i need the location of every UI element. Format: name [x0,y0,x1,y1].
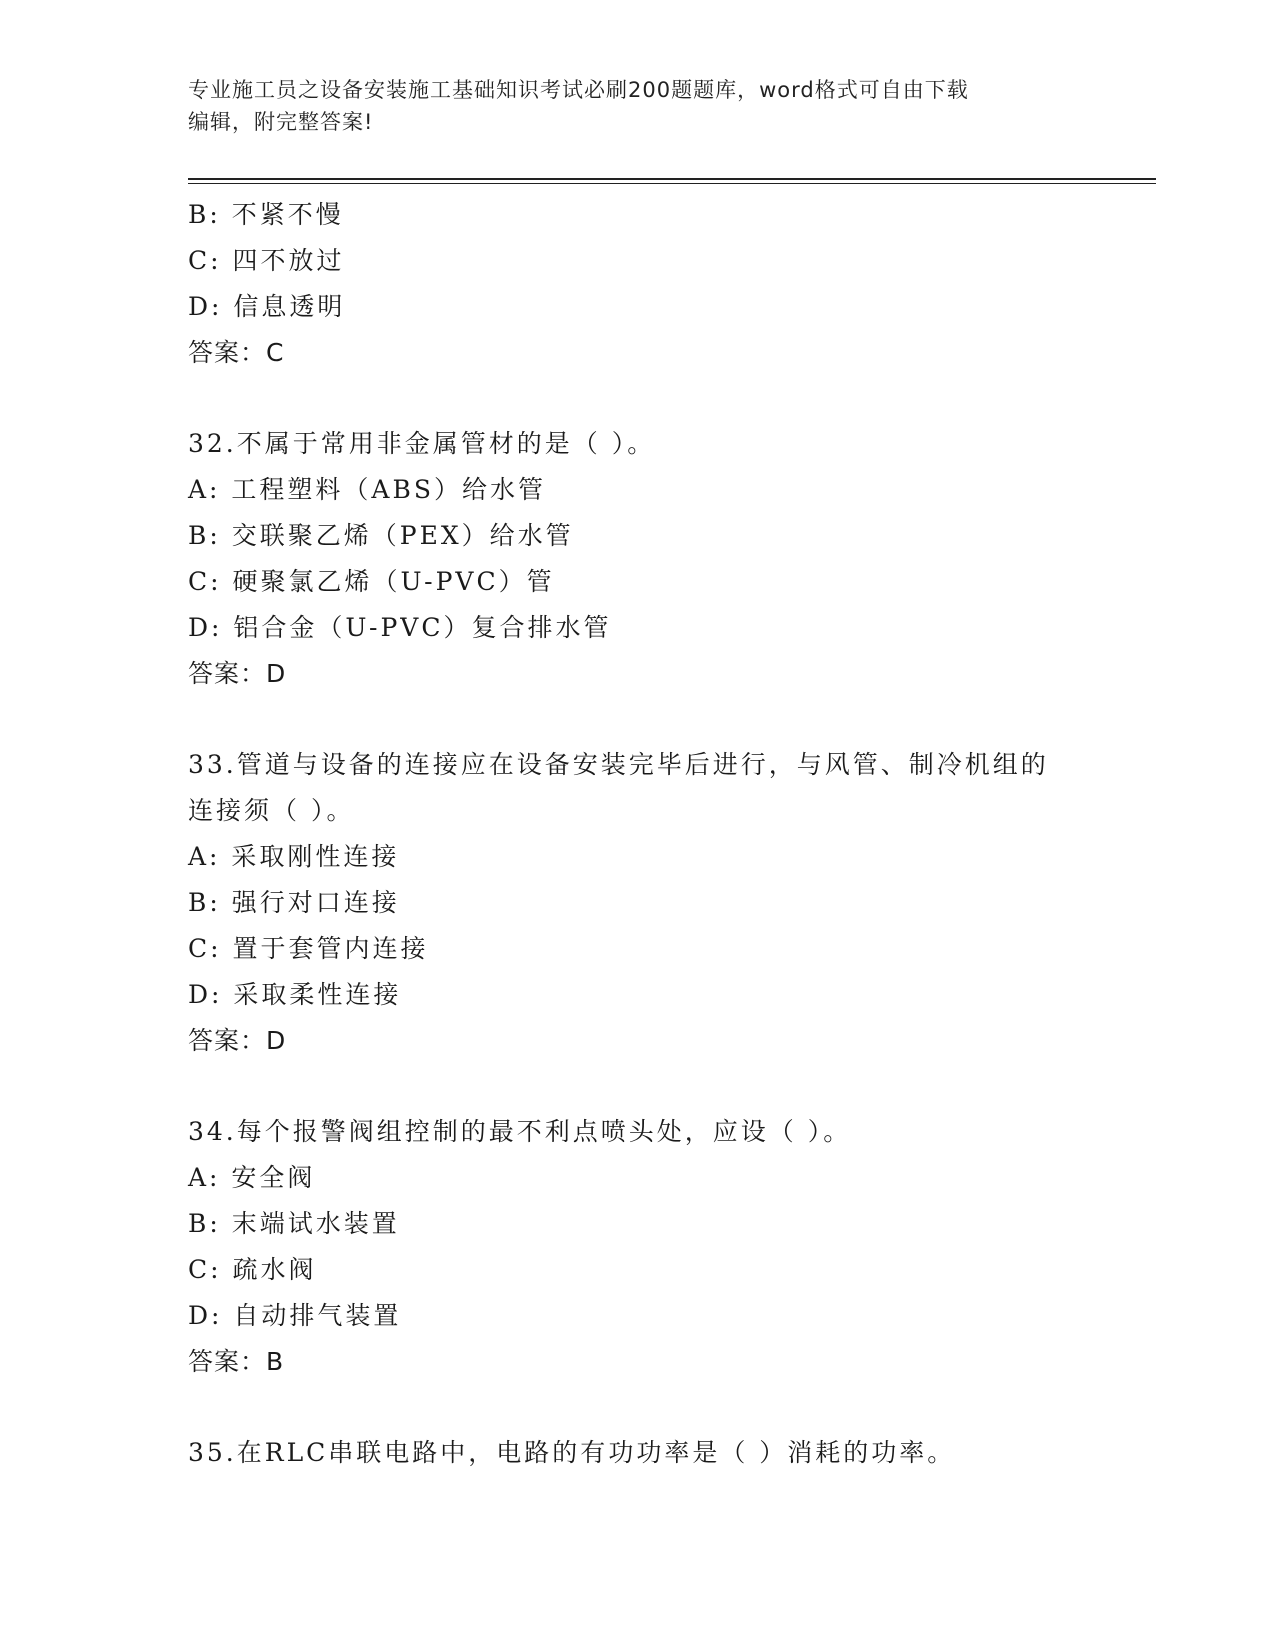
option-c: C: 四不放过 [188,246,345,275]
header-line-2: 编辑，附完整答案! [188,110,374,134]
option-b: B: 末端试水装置 [188,1209,400,1238]
option-c: C: 置于套管内连接 [188,934,429,963]
answer-line: 答案：D [188,659,287,688]
option-c: C: 疏水阀 [188,1255,317,1284]
option-d: D: 信息透明 [188,292,346,321]
answer-line: 答案：B [188,1347,285,1376]
answer-line: 答案：C [188,338,285,367]
question-text: 35.在RLC串联电路中，电路的有功功率是（ ）消耗的功率。 [188,1438,956,1467]
question-text: 32.不属于常用非金属管材的是（ ）。 [188,429,656,458]
question-33 [188,742,1088,1064]
option-a: A: 工程塑料（ABS）给水管 [188,475,546,504]
option-b: B: 不紧不慢 [188,200,344,229]
question-text: 34.每个报警阀组控制的最不利点喷头处，应设（ ）。 [188,1117,852,1146]
document-header [188,74,1068,138]
option-a: A: 安全阀 [188,1163,316,1192]
document-body [188,192,1088,1476]
option-d: D: 采取柔性连接 [188,980,402,1009]
option-b: B: 强行对口连接 [188,888,400,917]
option-d: D: 铝合金（U-PVC）复合排水管 [188,613,612,642]
question-35 [188,1430,1088,1476]
question-32 [188,421,1088,697]
header-line-1: 专业施工员之设备安装施工基础知识考试必刷200题题库，word格式可自由下载 [188,78,969,102]
question-34 [188,1109,1088,1385]
option-b: B: 交联聚乙烯（PEX）给水管 [188,521,574,550]
question-text-line-2: 连接须（ ）。 [188,796,355,825]
option-a: A: 采取刚性连接 [188,842,400,871]
question-text-line-1: 33.管道与设备的连接应在设备安装完毕后进行，与风管、制冷机组的 [188,750,1049,779]
option-d: D: 自动排气装置 [188,1301,402,1330]
answer-line: 答案：D [188,1026,287,1055]
header-divider-bottom [188,183,1156,184]
question-31-continued [188,192,1088,376]
header-divider-top [188,178,1156,180]
option-c: C: 硬聚氯乙烯（U-PVC）管 [188,567,555,596]
